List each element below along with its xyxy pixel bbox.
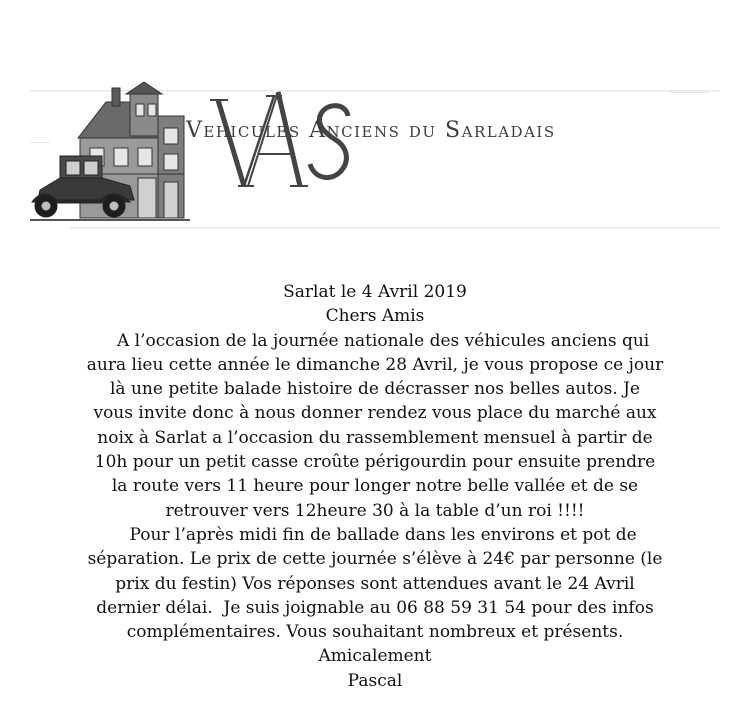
letter-line: Pour l’après midi fin de ballade dans les environs et pot de — [113, 524, 637, 545]
letterhead-illustration — [30, 82, 720, 232]
letter-line: prix du festin) Vos réponses sont attendues avant le 24 Avril — [115, 573, 635, 594]
organization-name: Vehicules Anciens du Sarladais — [186, 118, 556, 143]
letter-line: vous invite donc à nous donner rendez vous place du marché aux — [93, 403, 657, 424]
letter-line: aura lieu cette année le dimanche 28 Avril, je vous propose ce jour — [86, 354, 664, 375]
letter-body — [0, 280, 750, 693]
letter-line: la route vers 11 heure pour longer notre belle vallée et de se — [111, 476, 639, 497]
letter-salutation: Chers Amis — [325, 306, 425, 327]
letter-line: retrouver vers 12heure 30 à la table d’un roi !!!! — [165, 500, 585, 521]
letterhead — [30, 82, 720, 232]
letter-signature: Pascal — [347, 670, 403, 691]
letter-line: là une petite balade histoire de décrasser nos belles autos. Je — [110, 379, 640, 400]
letter-line: A l’occasion de la journée nationale des véhicules anciens qui — [100, 330, 650, 351]
letter-closing: Amicalement — [318, 646, 432, 667]
letter-line: dernier délai. Je suis joignable au 06 88 59 31 54 pour des infos — [96, 597, 654, 618]
letter-line: séparation. Le prix de cette journée s’élève à 24€ par personne (le — [87, 549, 663, 570]
letter-date: Sarlat le 4 Avril 2019 — [283, 282, 467, 302]
letter-line: 10h pour un petit casse croûte périgourdin pour ensuite prendre — [94, 452, 656, 473]
letter-line: noix à Sarlat a l’occasion du rassemblement mensuel à partir de — [97, 427, 653, 448]
letter-line: complémentaires. Vous souhaitant nombreux et présents. — [126, 622, 624, 643]
